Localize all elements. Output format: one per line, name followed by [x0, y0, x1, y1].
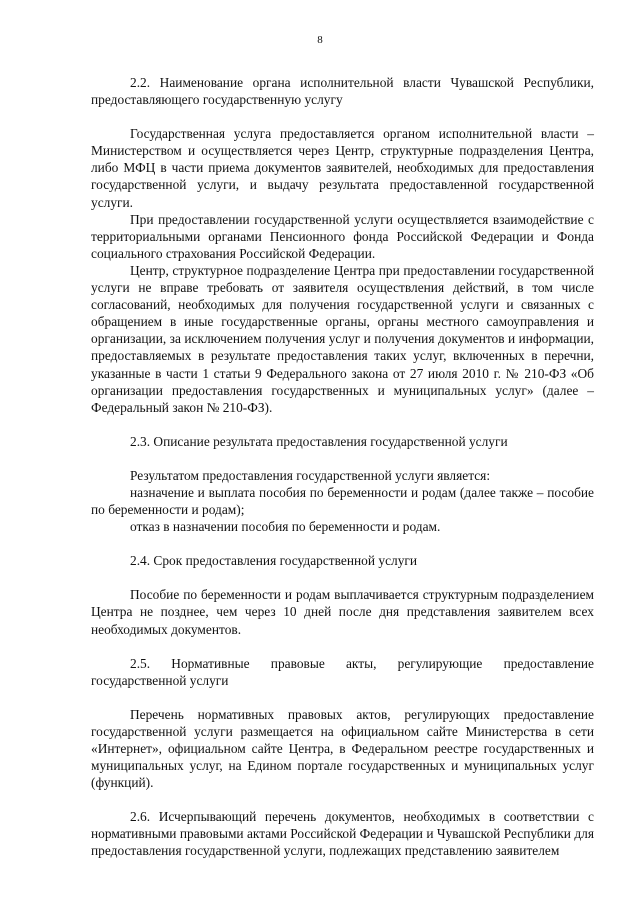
paragraph-result-intro: Результатом предоставления государственной услуги является: — [130, 467, 491, 483]
paragraph-legal-acts: Перечень нормативных правовых актов, регулирующих предоставление государственной услуги размещается на официальном сайте Министерства в сети «Интернет», официальном сайте Центра, в Федеральном реестре государственных и муниципальных услуг, на Едином портале государственных и муниципальных услуг (функций). — [91, 706, 594, 791]
section-heading-2-4: 2.4. Срок предоставления государственной услуги — [130, 553, 418, 569]
paragraph-interaction: При предоставлении государственной услуги осуществляется взаимодействие с территориальными органами Пенсионного фонда Российской Федерации и Фонда социального страхования Российской Федерации. — [91, 211, 594, 261]
section-heading-2-5: 2.5. Нормативные правовые акты, регулирующие предоставление государственной услуги — [91, 655, 594, 688]
paragraph-term: Пособие по беременности и родам выплачивается структурным подразделением Центра не позднее, чем через 10 дней после дня представления заявителем всех необходимых документов. — [91, 587, 594, 637]
paragraph-result-refusal: отказ в назначении пособия по беременности и родам. — [130, 519, 441, 535]
section-heading-2-2: 2.2. Наименование органа исполнительной власти Чувашской Республики, предоставляющего государственную услугу — [91, 75, 594, 108]
paragraph-provider: Государственная услуга предоставляется органом исполнительной власти – Министерством и осуществляется через Центр, структурные подразделения Центра, либо МФЦ в части приема документов заявителей, необходимых для предоставления государственной услуги, и выдачу результата предоставленной государственной услуги. — [91, 126, 594, 210]
paragraph-restrictions: Центр, структурное подразделение Центра при предоставлении государственной услуги не вправе требовать от заявителя осуществления действий, в том числе согласований, необходимых для получения государственной услуги и связанных с обращением в иные государственные органы, органы местного самоуправления и организации, за исключением получения услуг и получения документов и информации, предоставляемых в результате предоставления таких услуг, включенных в перечни, указанные в части 1 статьи 9 Федерального закона от 27 июля 2010 г. № 210-ФЗ «Об организации предоставления государственных и муниципальных услуг» (далее – Федеральный закон № 210-ФЗ). — [91, 262, 594, 415]
page-number: 8 — [317, 34, 323, 46]
section-heading-2-3: 2.3. Описание результата предоставления государственной услуги — [130, 433, 508, 449]
document-body — [91, 74, 594, 860]
paragraph-result-grant: назначение и выплата пособия по беременности и родам (далее также – пособие по беременности и родам); — [91, 484, 594, 518]
section-heading-2-6: 2.6. Исчерпывающий перечень документов, необходимых в соответствии с нормативными правовыми актами Российской Федерации и Чувашской Республики для предоставления государственной услуги, подлежащих представлению заявителем — [91, 809, 594, 859]
